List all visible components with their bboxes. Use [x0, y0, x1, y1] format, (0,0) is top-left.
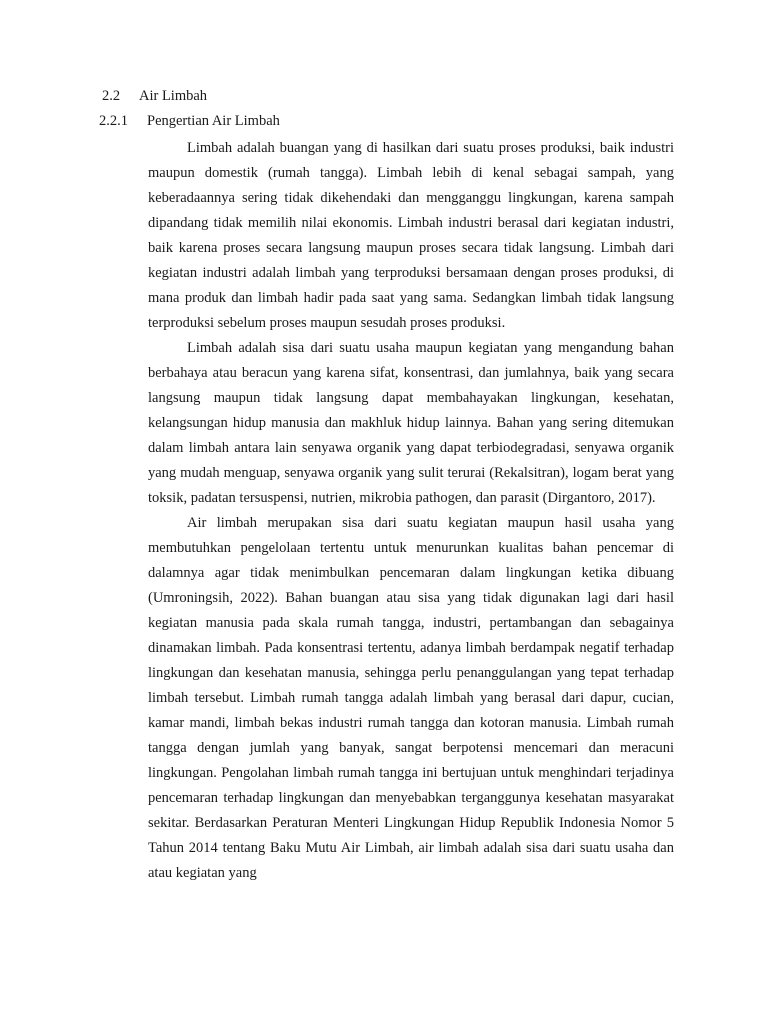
paragraph: Limbah adalah sisa dari suatu usaha maupun kegiatan yang mengandung bahan berbahaya atau beracun yang karena sifat, konsentrasi, dan jumlahnya, baik yang secara langsung maupun tidak langsung dapat membahayakan lingkungan, kesehatan, kelangsungan hidup manusia dan makhluk hidup lainnya. Bahan yang sering ditemukan dalam limbah antara lain senyawa organik yang dapat terbiodegradasi, senyawa organik yang mudah menguap, senyawa organik yang sulit terurai (Rekalsitran), logam berat yang toksik, padatan tersuspensi, nutrien, mikrobia pathogen, dan parasit (Dirgantoro, 2017).: [148, 340, 674, 506]
paragraph: Limbah adalah buangan yang di hasilkan dari suatu proses produksi, baik industri maupun domestik (rumah tangga). Limbah lebih di kenal sebagai sampah, yang keberadaannya sering tidak dikehendaki dan mengganggu lingkungan, karena sampah dipandang tidak memilih nilai ekonomis. Limbah industri berasal dari kegiatan industri, baik karena proses secara langsung maupun proses secara tidak langsung. Limbah dari kegiatan industri adalah limbah yang terproduksi bersamaan dengan proses produksi, di mana produk dan limbah hadir pada saat yang sama. Sedangkan limbah tidak langsung terproduksi sebelum proses maupun sesudah proses produksi.: [148, 140, 674, 331]
subsection-title: Pengertian Air Limbah: [147, 113, 280, 129]
subsection-heading: [99, 112, 280, 130]
body-text: [148, 136, 674, 886]
section-number: 2.2: [102, 88, 121, 104]
section-title: Air Limbah: [139, 88, 208, 104]
paragraph: Air limbah merupakan sisa dari suatu kegiatan maupun hasil usaha yang membutuhkan pengelolaan tertentu untuk menurunkan kualitas bahan pencemar di dalamnya agar tidak menimbulkan pencemaran dalam lingkungan ketika dibuang (Umroningsih, 2022). Bahan buangan atau sisa yang tidak digunakan lagi dari hasil kegiatan manusia pada skala rumah tangga, industri, pertambangan dan sebagainya dinamakan limbah. Pada konsentrasi tertentu, adanya limbah berdampak negatif terhadap lingkungan dan kesehatan manusia, sehingga perlu penanggulangan yang tepat terhadap limbah tersebut. Limbah rumah tangga adalah limbah yang berasal dari dapur, cucian, kamar mandi, limbah bekas industri rumah tangga dan kotoran manusia. Limbah rumah tangga dengan jumlah yang banyak, sangat berpotensi mencemari dan meracuni lingkungan. Pengolahan limbah rumah tangga ini bertujuan untuk menghindari terjadinya pencemaran terhadap lingkungan dan menyebabkan terganggunya kesehatan masyarakat sekitar. Berdasarkan Peraturan Menteri Lingkungan Hidup Republik Indonesia Nomor 5 Tahun 2014 tentang Baku Mutu Air Limbah, air limbah adalah sisa dari suatu usaha dan atau kegiatan yang: [148, 515, 674, 881]
section-heading: [102, 87, 207, 105]
subsection-number: 2.2.1: [99, 113, 128, 129]
